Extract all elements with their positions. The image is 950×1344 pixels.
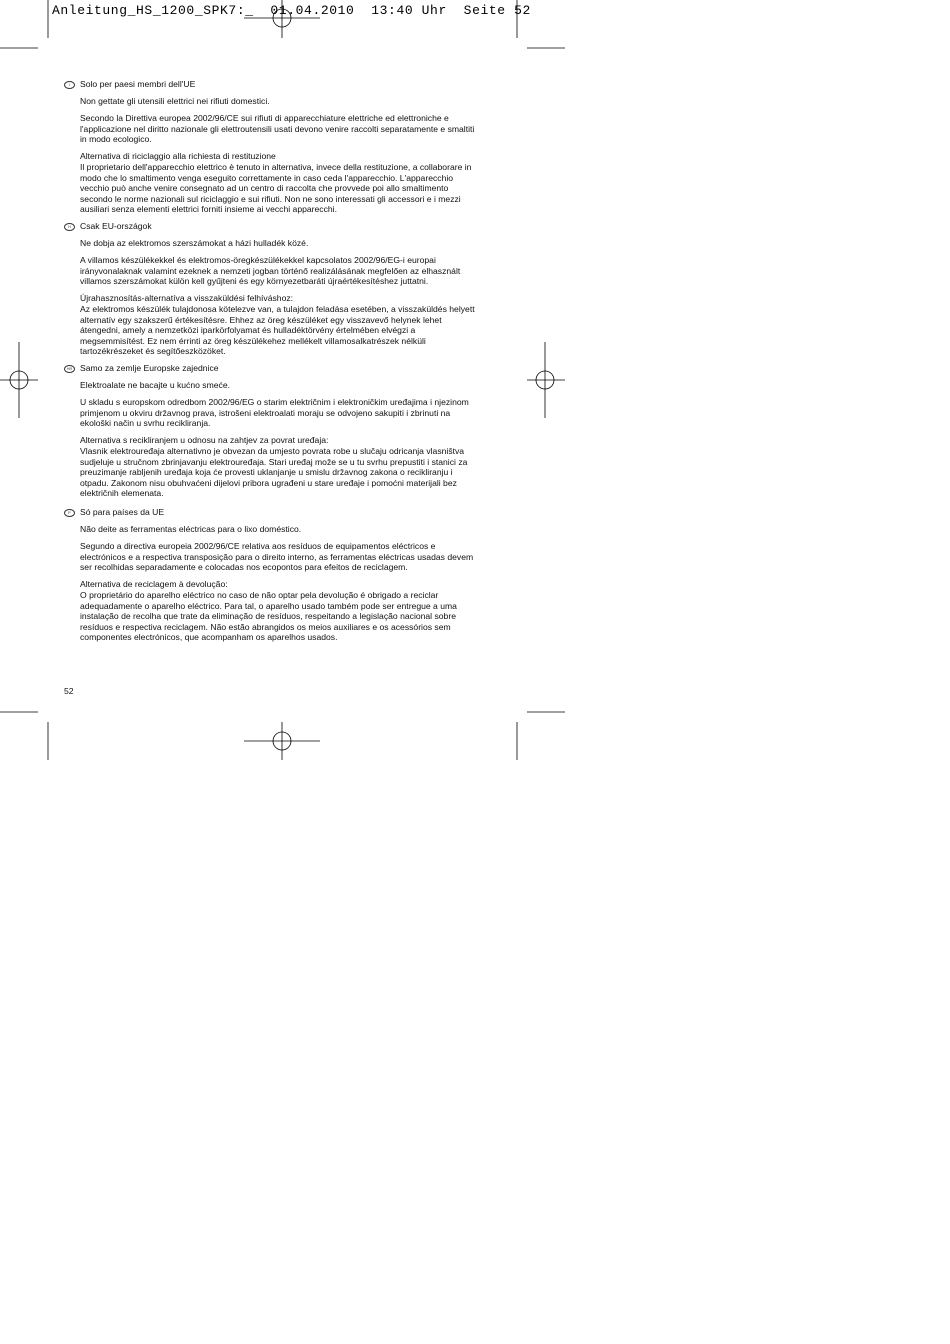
section-heading-text: Csak EU-országok [80,221,152,231]
paragraph: Ne dobja az elektromos szerszámokat a házi hulladék közé. [80,238,309,248]
paragraph: Alternativa di riciclaggio alla richiesta di restituzione Il proprietario dell'apparecchio elettrico è tenuto in alternativa, invece della restituzione, a collaborare in modo che lo smaltimento venga eseguito correttamente in caso ceda l'apparecchio. L'apparecchio vecchio può anche venire consegnato ad un centro di raccolta che provvede poi allo smaltimento secondo le norme nazionali sul riciclaggio e sui rifiuti. Non ne sono interessati gli accessori e i mezzi ausiliari senza elementi elettrici forniti insieme ai vecchi apparecchi. [80,151,472,215]
paragraph: Elektroalate ne bacajte u kućno smeće. [80,380,231,390]
paragraph: Não deite as ferramentas eléctricas para o lixo doméstico. [80,524,302,534]
paragraph: Alternativa de reciclagem à devolução: O proprietário do aparelho eléctrico no caso de não optar pela devolução é obrigado a reciclar adequadamente o aparelho eléctrico. Para tal, o aparelho usado também pode ser entregue a uma instalação de recolha que trate da eliminação de resíduos, respeitando a legislação nacional sobre resíduos e respectiva reciclagem. Não estão abrangidos os meios auxiliares e os acessórios sem componentes electrónicos, que acompanham os aparelhos usados. [80,579,457,643]
section-heading [64,507,504,518]
language-badge-icon: H [64,223,75,231]
paragraph: Segundo a directiva europeia 2002/96/CE relativa aos resíduos de equipamentos eléctricos e electrónicos e a respectiva transposição para o direito interno, as ferramentas eléctricas usadas devem ser recolhidas separadamente e colocadas nos ecopontos para efeitos de reciclagem. [80,541,474,573]
paragraph: Non gettate gli utensili elettrici nei rifiuti domestici. [80,96,270,106]
paragraph: A villamos készülékekkel és elektromos-öregkészülékekkel kapcsolatos 2002/96/EG-i europai irányvonalaknak valamint ezeknek a nemzeti jogban történő realizálásának megfelően az elhasznált villamos szerszámokat külön kell gyűjteni és egy környezetbaráti újraértékesítéshez juttatni. [80,255,461,287]
language-badge-icon: P [64,509,75,517]
paragraph: Secondo la Direttiva europea 2002/96/CE sui rifiuti di apparecchiature elettriche ed elettroniche e l'applicazione nel diritto nazionale gli elettroutensili usati devono venire raccolti separatamente e smaltiti in modo ecologico. [80,113,475,145]
section-italian [64,79,504,221]
language-badge-icon: HR [64,365,75,373]
section-heading [64,79,504,90]
section-heading [64,221,504,232]
paragraph: Újrahasznosítás-alternatíva a visszaküldési felhíváshoz: Az elektromos készülék tulajdonosa kötelezve van, a tulajdon feladása esetében, a visszaküldés helyett alternatív egy szakszerű értékesítésre. Ehhez az öreg készüléket egy visszavevő helynek lehet átengedni, amely a nemzetközi iparkörfolyamat és hulladéktörvény értelmében elvégzi a megsemmisítést. Ez nem érrinti az öreg készülékehez mellékelt villamosalkatrészek nélküli tartozékrészeket és segítőeszközöket. [80,293,475,357]
section-heading [64,363,504,374]
page-number: 52 [64,686,74,696]
paragraph: U skladu s europskom odredbom 2002/96/EG o starim električnim i elektroničkim uređajima i njezinom primjenom u okviru državnog prava, istrošeni elektroalati moraju se odvojeno sakupiti i zbrinuti na ekološki način u svrhu recikliranja. [80,397,469,429]
section-portuguese [64,507,504,649]
paragraph: Alternativa s recikliranjem u odnosu na zahtjev za povrat uređaja: Vlasnik elektrouređaja alternativno je obvezan da umjesto povrata robe u slučaju odricanja vlasništva sudjeluje u stručnom zbrinjavanju elektrouređaja. Stari uređaj može se u tu svrhu prepustiti i stanici za preuzimanje rabljenih uređaja koja će provesti uklanjanje u smislu državnog zakona o recikliranju i otpadu. Zakonom nisu obuhvaćeni dijelovi pribora ugrađeni u stare uređaje i pomoćni materijali bez električnih elemenata. [80,435,468,499]
section-hungarian [64,221,504,363]
language-badge-icon: I [64,81,75,89]
print-slug-header: Anleitung_HS_1200_SPK7:_ 01.04.2010 13:40 Uhr Seite 52 [52,3,531,18]
section-heading-text: Só para países da UE [80,507,165,517]
section-heading-text: Solo per paesi membri dell'UE [80,79,196,89]
section-heading-text: Samo za zemlje Europske zajednice [80,363,219,373]
section-croatian [64,363,504,505]
